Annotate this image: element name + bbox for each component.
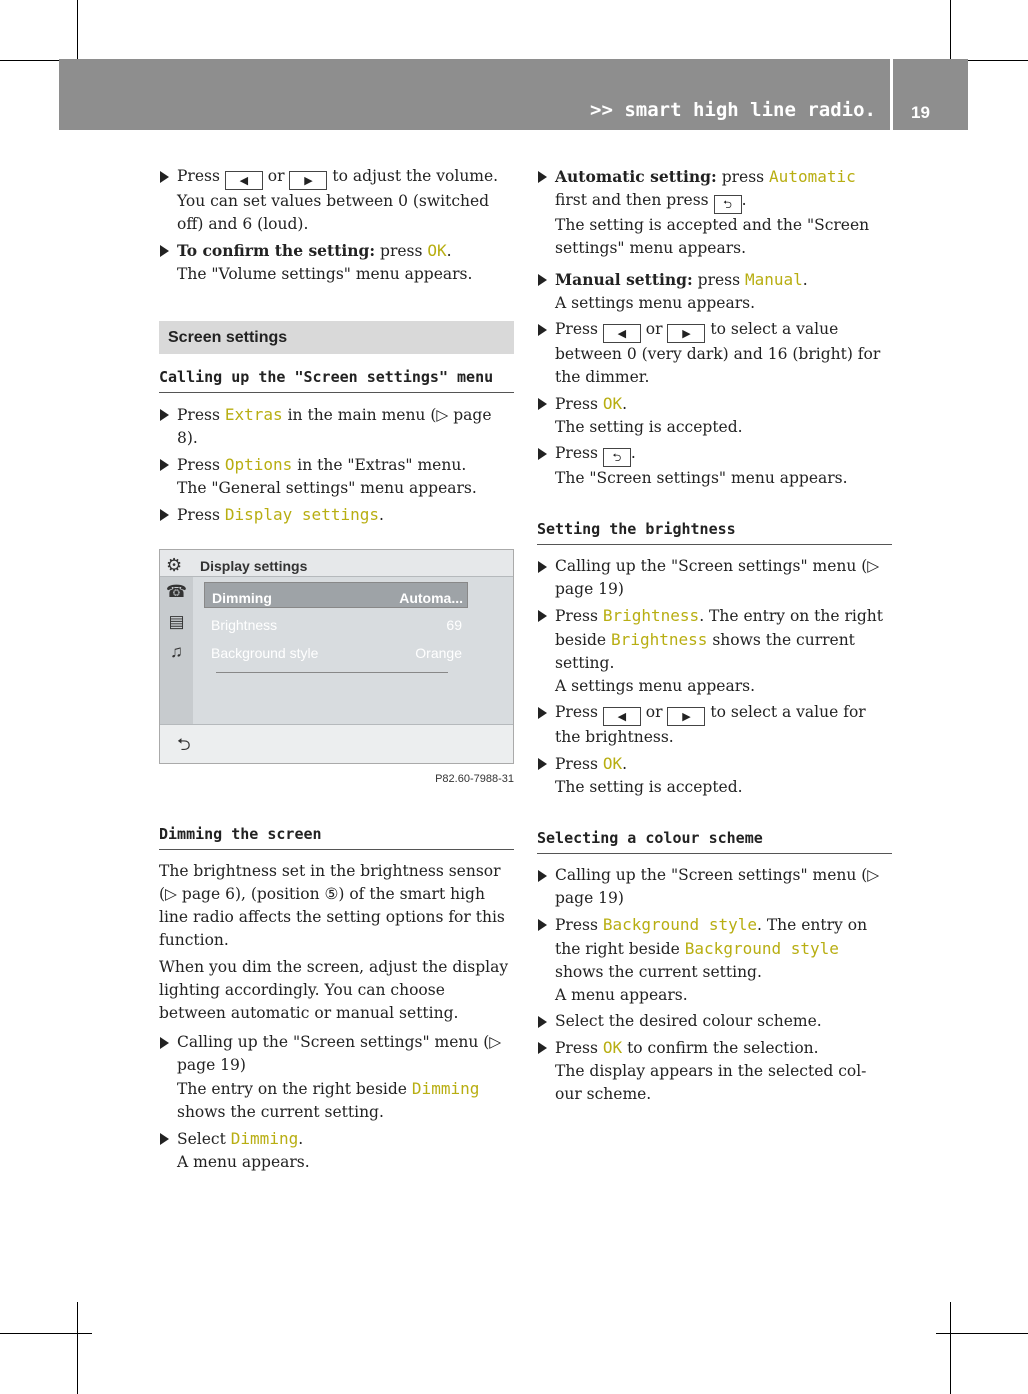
paragraph: When you dim the screen, adjust the display lighting accordingly. You can choose between automatic or manual setting. <box>159 958 509 1022</box>
screenshot-row-brightness: Brightness 69 <box>211 617 462 633</box>
list-item: Press Display settings. <box>159 503 514 527</box>
radio-icon: ▤ <box>168 612 185 631</box>
list-item: Manual setting: press Manual. A settings menu appears. <box>537 268 892 315</box>
section-title: Screen settings <box>159 321 514 354</box>
back-icon: ⮌ <box>177 735 191 754</box>
list-item: Press OK. The setting is accepted. <box>537 392 892 439</box>
list-item: Calling up the "Screen settings" menu (▷ page 19) <box>537 864 892 910</box>
screenshot-row-dimming: Dimming Automa... <box>204 582 468 608</box>
crop-mark <box>0 1333 92 1334</box>
screenshot-divider <box>216 672 448 673</box>
list-item: Press Background style. The entry on the right beside Background style shows the current setting. A menu appears. <box>537 913 892 1007</box>
list-item: Press Options in the "Extras" menu. The "General settings" menu appears. <box>159 453 514 500</box>
list-item: Press ⮌ . The "Screen settings" menu appears. <box>537 442 892 490</box>
left-arrow-key-icon: ◀ <box>225 171 263 190</box>
right-column <box>537 165 892 1109</box>
right-arrow-key-icon: ▶ <box>667 324 705 343</box>
list-item: Calling up the "Screen settings" menu (▷ page 19) <box>537 555 892 601</box>
list-item: Automatic setting: press Automatic first and then press ⮌ . The setting is accepted and the "Screen settings" menu appears. <box>537 165 892 260</box>
back-key-icon: ⮌ <box>603 448 631 467</box>
list-item: Press Extras in the main menu (▷ page 8). <box>159 403 514 450</box>
right-arrow-key-icon: ▶ <box>289 171 327 190</box>
header-divider <box>890 59 893 130</box>
list-item: Press ◀ or ▶ to select a value between 0 (very dark) and 16 (bright) for the dimmer. <box>537 318 892 389</box>
music-icon: ♫ <box>170 642 183 661</box>
page-number: 19 <box>911 103 930 122</box>
back-key-icon: ⮌ <box>714 195 742 214</box>
left-column <box>159 165 514 1177</box>
right-arrow-key-icon: ▶ <box>667 707 705 726</box>
subsection-title: Selecting a colour scheme <box>537 827 892 854</box>
list-item: Calling up the "Screen settings" menu (▷ page 19) The entry on the right beside Dimming shows the current setting. <box>159 1031 514 1124</box>
screenshot-row-background: Background style Orange <box>211 645 462 661</box>
crop-mark <box>936 1333 1028 1334</box>
crop-mark <box>77 1302 78 1394</box>
subsection-title: Dimming the screen <box>159 823 514 850</box>
list-item: Press ◀ or ▶ to adjust the volume. You can set values between 0 (switched off) and 6 (loud). <box>159 165 514 236</box>
left-arrow-key-icon: ◀ <box>603 707 641 726</box>
screenshot-sidebar <box>160 577 193 725</box>
list-item: Press Brightness. The entry on the right beside Brightness shows the current setting. A settings menu appears. <box>537 604 892 698</box>
page-header <box>59 59 968 130</box>
figure-reference: P82.60-7988-31 <box>435 773 514 785</box>
left-arrow-key-icon: ◀ <box>603 324 641 343</box>
list-item: Select the desired colour scheme. <box>537 1010 892 1033</box>
subsection-title: Setting the brightness <box>537 518 892 545</box>
paragraph: The brightness set in the brightness sensor (▷ page 6), (position ⑤) of the smart high line radio affects the setting options for this function. <box>159 862 505 949</box>
subsection-title: Calling up the "Screen settings" menu <box>159 366 514 393</box>
gear-icon: ⚙ <box>166 555 183 575</box>
list-item: Press ◀ or ▶ to select a value for the brightness. <box>537 701 892 749</box>
display-settings-screenshot <box>159 549 514 764</box>
screenshot-title: Display settings <box>200 558 308 574</box>
header-title: >> smart high line radio. <box>590 99 876 121</box>
phone-icon: ☎ <box>165 582 188 601</box>
list-item: Press OK to confirm the selection. The display appears in the selected col-our scheme. <box>537 1036 892 1106</box>
list-item: Press OK. The setting is accepted. <box>537 752 892 799</box>
screenshot-footer <box>160 724 513 763</box>
crop-mark <box>950 1302 951 1394</box>
list-item: To confirm the setting: press OK. The "Volume settings" menu appears. <box>159 239 514 286</box>
list-item: Select Dimming. A menu appears. <box>159 1127 514 1174</box>
screenshot-title-bar <box>160 550 513 577</box>
